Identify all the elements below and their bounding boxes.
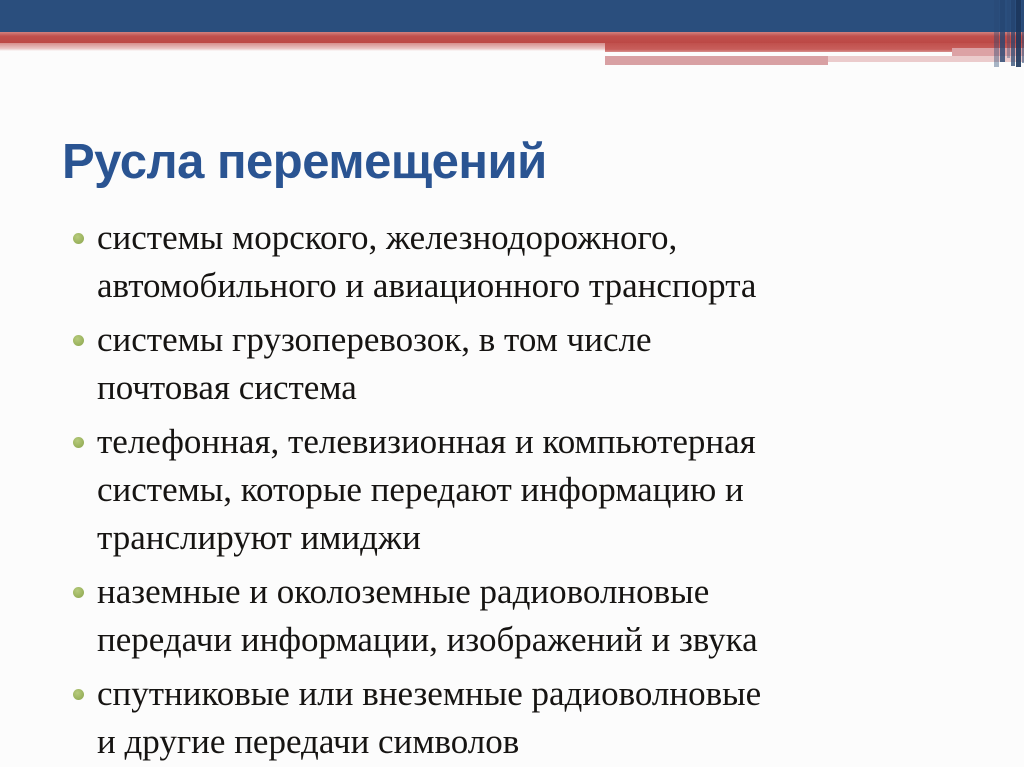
vertical-stripe [1000, 0, 1005, 62]
bullet-dot-icon [73, 587, 84, 598]
bullet-dot-icon [73, 233, 84, 244]
list-item [73, 214, 1008, 310]
corner-vertical-stripes [994, 0, 1024, 67]
bullet-line: и другие передачи символов [97, 722, 520, 761]
list-item [73, 568, 1008, 664]
vertical-stripe [1007, 0, 1010, 58]
header-pink-band [605, 56, 828, 65]
header-red-stripe [0, 32, 1024, 43]
header-pink-fade-left [0, 43, 605, 51]
page-title: Русла перемещений [62, 135, 547, 189]
bullet-line: спутниковые или внеземные радиоволновые [97, 674, 762, 713]
bullet-dot-icon [73, 437, 84, 448]
header-blue-bar [0, 0, 1024, 32]
bullet-dot-icon [73, 335, 84, 346]
vertical-stripe [994, 0, 999, 67]
bullet-line: наземные и околоземные радиоволновые [97, 572, 710, 611]
bullet-list [73, 214, 1008, 767]
list-item [73, 418, 1008, 562]
bullet-line: транслируют имиджи [97, 518, 421, 557]
list-item [73, 670, 1008, 766]
bullet-line: автомобильного и авиационного транспорта [97, 266, 757, 305]
bullet-line: почтовая система [97, 368, 357, 407]
vertical-stripe [1011, 0, 1015, 66]
bullet-line: телефонная, телевизионная и компьютерная [97, 422, 756, 461]
bullet-line: передачи информации, изображений и звука [97, 620, 758, 659]
bullet-dot-icon [73, 689, 84, 700]
list-item [73, 316, 1008, 412]
bullet-line: системы морского, железнодорожного, [97, 218, 678, 257]
bullet-line: системы грузоперевозок, в том числе [97, 320, 652, 359]
vertical-stripe [1016, 0, 1021, 67]
bullet-line: системы, которые передают информацию и [97, 470, 744, 509]
